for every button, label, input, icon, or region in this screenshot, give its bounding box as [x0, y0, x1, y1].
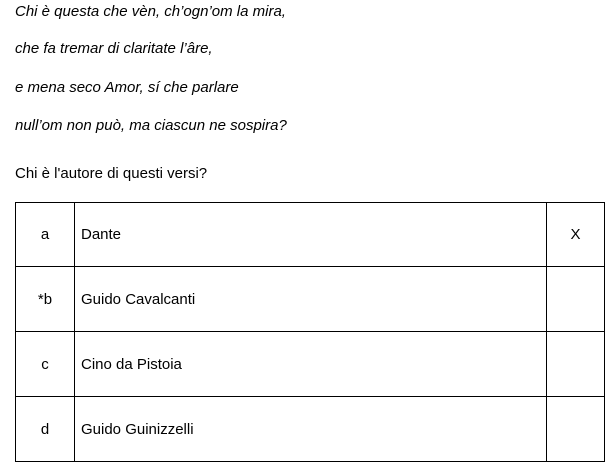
- answer-row-a[interactable]: [16, 203, 605, 267]
- answer-row-c[interactable]: [16, 332, 605, 397]
- answer-mark[interactable]: [547, 332, 605, 397]
- answer-letter: d: [16, 397, 75, 462]
- answer-text: Cino da Pistoia: [75, 332, 547, 397]
- answer-text: Guido Guinizzelli: [75, 397, 547, 462]
- answer-mark[interactable]: [547, 267, 605, 332]
- answer-mark[interactable]: X: [547, 203, 605, 267]
- answer-row-b[interactable]: [16, 267, 605, 332]
- answer-mark[interactable]: [547, 397, 605, 462]
- poem-line-3: e mena seco Amor, sí che parlare: [15, 79, 239, 96]
- answer-row-d[interactable]: [16, 397, 605, 462]
- poem-line-2: che fa tremar di claritate l’âre,: [15, 40, 213, 57]
- poem-line-1: Chi è questa che vèn, ch’ogn’om la mira,: [15, 3, 286, 20]
- poem-line-4: null’om non può, ma ciascun ne sospira?: [15, 117, 287, 134]
- answer-text: Guido Cavalcanti: [75, 267, 547, 332]
- answer-letter: a: [16, 203, 75, 267]
- answer-table: [15, 202, 605, 462]
- answer-letter: c: [16, 332, 75, 397]
- answer-letter: *b: [16, 267, 75, 332]
- question-text: Chi è l'autore di questi versi?: [15, 165, 208, 182]
- answer-text: Dante: [75, 203, 547, 267]
